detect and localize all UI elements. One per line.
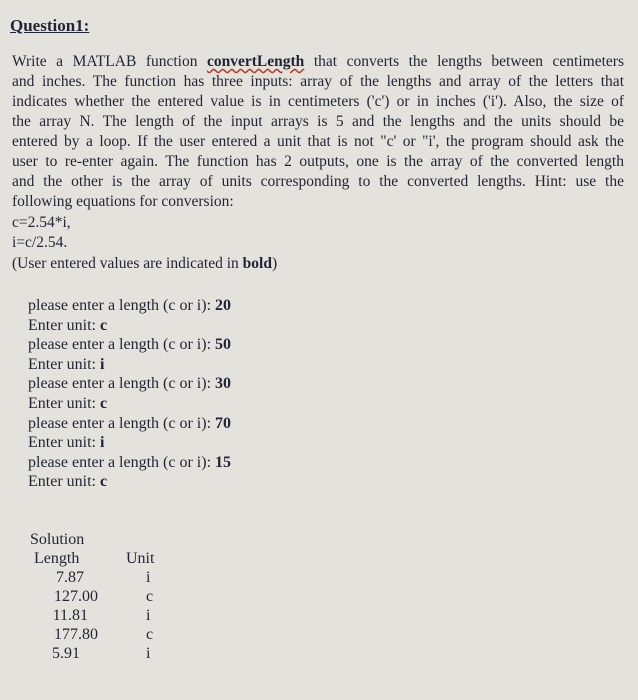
prompt: please enter a length (c or i):	[28, 297, 216, 314]
prompt: Enter unit:	[28, 395, 100, 412]
paragraph-line: entered by a loop. If the user entered a unit that is not "c' or "i', the program should ask the	[12, 133, 624, 150]
question-title: Question1:	[10, 16, 90, 35]
dialog-line	[28, 296, 231, 315]
function-name: convertLength	[207, 53, 305, 70]
paragraph-line: user to re-enter again. The function has 2 outputs, one is the array of the converted length	[12, 153, 624, 170]
equation-c: c=2.54*i,	[12, 214, 71, 231]
paragraph-line: indicates whether the entered value is in centimeters ('c') or in inches ('i'). Also, the size of	[12, 93, 624, 110]
length-value: 7.87	[56, 569, 84, 586]
dialog-line	[28, 433, 104, 452]
user-value: 30	[215, 375, 232, 393]
text: )	[271, 255, 278, 272]
paragraph-line: the array N. The length of the input arrays is 5 and the lengths and the units should be	[12, 113, 624, 130]
user-value: i	[99, 434, 105, 452]
dialog-line	[28, 394, 107, 413]
unit-value: c	[146, 626, 154, 643]
unit-value: i	[146, 645, 151, 662]
user-value: i	[99, 355, 105, 373]
text: (User entered values are indicated in	[12, 255, 243, 272]
length-value: 5.91	[52, 645, 80, 662]
user-value: 70	[215, 414, 232, 432]
dialog-line	[28, 316, 107, 335]
paragraph-line: and the other is the array of units corresponding to the converted lengths. Hint: use the	[12, 173, 624, 190]
paragraph-line: following equations for conversion:	[12, 193, 234, 210]
text: that converts the lengths between centimeters	[304, 53, 624, 70]
length-value: 127.00	[54, 588, 98, 605]
column-header-length: Length	[34, 550, 80, 567]
dialog-line	[28, 472, 107, 491]
user-value: 50	[215, 336, 232, 354]
note	[12, 254, 624, 273]
prompt: Enter unit:	[28, 316, 100, 334]
user-value: c	[99, 473, 108, 491]
dialog-line	[28, 414, 231, 433]
equation-i: i=c/2.54.	[12, 234, 68, 251]
bold-word: bold	[242, 255, 272, 272]
column-header-unit: Unit	[126, 550, 155, 567]
dialog-line	[28, 374, 231, 393]
text: Write a MATLAB function	[12, 53, 208, 70]
unit-value: c	[146, 588, 154, 605]
unit-value: i	[146, 569, 151, 586]
length-value: 177.80	[54, 626, 98, 643]
user-value: c	[99, 316, 108, 334]
dialog-line	[28, 453, 231, 472]
prompt: please enter a length (c or i):	[28, 414, 216, 432]
user-value: 15	[215, 453, 232, 471]
prompt: Enter unit:	[28, 473, 100, 491]
prompt: please enter a length (c or i):	[28, 336, 216, 354]
dialog-line	[28, 355, 104, 374]
unit-value: i	[146, 607, 151, 624]
length-value: 11.81	[52, 607, 88, 624]
prompt: Enter unit:	[28, 434, 100, 452]
prompt: please enter a length (c or i):	[28, 375, 216, 393]
user-value: c	[99, 395, 108, 412]
prompt: Enter unit:	[28, 355, 100, 373]
solution-heading: Solution	[30, 531, 85, 548]
paragraph-line: and inches. The function has three inputs: array of the lengths and array of the letters that	[12, 73, 624, 90]
user-value: 20	[215, 297, 232, 314]
paragraph-line	[12, 52, 624, 71]
dialog-line	[28, 335, 231, 354]
prompt: please enter a length (c or i):	[28, 453, 216, 471]
